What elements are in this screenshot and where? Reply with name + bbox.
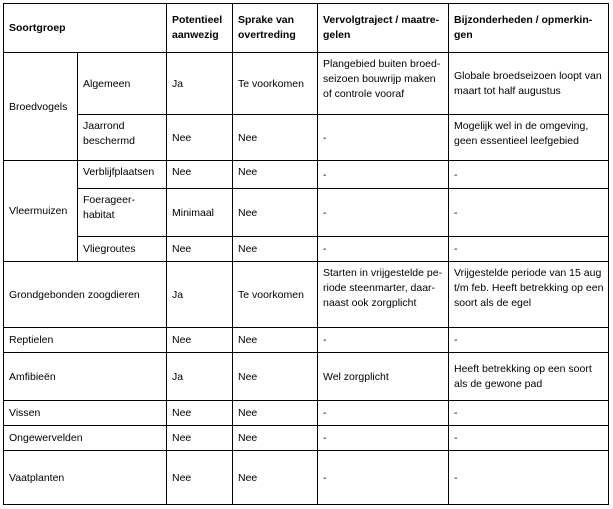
sub-cell: Jaarrond beschermd xyxy=(78,115,167,161)
header-row xyxy=(4,4,609,53)
table-row xyxy=(4,161,609,189)
vervolg-cell: - xyxy=(318,189,449,237)
pot-cell: Minimaal xyxy=(167,189,233,237)
bijzonder-cell: - xyxy=(449,451,609,505)
sprake-cell: Nee xyxy=(233,353,318,401)
vervolg-cell: Starten in vrijgestelde pe-riode steenmarter, daar-naast ook zorgplicht xyxy=(318,262,449,328)
sprake-cell: Nee xyxy=(233,401,318,426)
header-sprake: Sprake van overtreding xyxy=(233,4,318,53)
pot-cell: Nee xyxy=(167,161,233,189)
vervolg-cell: - xyxy=(318,426,449,451)
sub-cell: Verblijfplaatsen xyxy=(78,161,167,189)
table-row xyxy=(4,401,609,426)
pot-cell: Nee xyxy=(167,328,233,353)
vervolg-cell: Plangebied buiten broed-seizoen bouwrijp maken of controle vooraf xyxy=(318,53,449,115)
group-cell: Reptielen xyxy=(4,328,167,353)
bijzonder-cell: - xyxy=(449,237,609,262)
bijzonder-cell: - xyxy=(449,426,609,451)
bijzonder-cell: - xyxy=(449,189,609,237)
table-row xyxy=(4,115,609,161)
pot-cell: Nee xyxy=(167,237,233,262)
vervolg-cell: - xyxy=(318,115,449,161)
sprake-cell: Nee xyxy=(233,161,318,189)
vervolg-cell: - xyxy=(318,451,449,505)
pot-cell: Nee xyxy=(167,115,233,161)
pot-cell: Ja xyxy=(167,262,233,328)
bijzonder-cell: Vrijgestelde periode van 15 aug t/m feb. Heeft betrekking op een soort als de egel xyxy=(449,262,609,328)
sub-cell: Algemeen xyxy=(78,53,167,115)
header-soortgroep: Soortgroep xyxy=(4,4,167,53)
sprake-cell: Nee xyxy=(233,328,318,353)
sprake-cell: Nee xyxy=(233,451,318,505)
bijzonder-cell: Heeft betrekking op een soort als de gewone pad xyxy=(449,353,609,401)
table-row xyxy=(4,237,609,262)
sprake-cell: Te voorkomen xyxy=(233,262,318,328)
table-row xyxy=(4,189,609,237)
group-cell: Vaatplanten xyxy=(4,451,167,505)
bijzonder-cell: - xyxy=(449,161,609,189)
header-potentieel: Potentieel aanwezig xyxy=(167,4,233,53)
group-cell: Vissen xyxy=(4,401,167,426)
vervolg-cell: - xyxy=(318,161,449,189)
pot-cell: Nee xyxy=(167,451,233,505)
sprake-cell: Nee xyxy=(233,115,318,161)
table-row xyxy=(4,353,609,401)
pot-cell: Nee xyxy=(167,426,233,451)
sub-cell: Vliegroutes xyxy=(78,237,167,262)
bijzonder-cell: - xyxy=(449,328,609,353)
bijzonder-cell: - xyxy=(449,401,609,426)
sprake-cell: Te voorkomen xyxy=(233,53,318,115)
sprake-cell: Nee xyxy=(233,237,318,262)
vervolg-cell: - xyxy=(318,401,449,426)
table-row xyxy=(4,53,609,115)
bijzonder-cell: Globale broedseizoen loopt van maart tot half augustus xyxy=(449,53,609,115)
header-vervolg: Vervolgtraject / maatre-gelen xyxy=(318,4,449,53)
group-cell: Broedvogels xyxy=(4,53,78,161)
sprake-cell: Nee xyxy=(233,426,318,451)
table-row xyxy=(4,262,609,328)
group-cell: Ongewervelden xyxy=(4,426,167,451)
table-row xyxy=(4,451,609,505)
group-cell: Grondgebonden zoogdieren xyxy=(4,262,167,328)
vervolg-cell: - xyxy=(318,237,449,262)
sprake-cell: Nee xyxy=(233,189,318,237)
group-cell: Amfibieën xyxy=(4,353,167,401)
table-row xyxy=(4,426,609,451)
pot-cell: Nee xyxy=(167,401,233,426)
pot-cell: Ja xyxy=(167,353,233,401)
vervolg-cell: Wel zorgplicht xyxy=(318,353,449,401)
vervolg-cell: - xyxy=(318,328,449,353)
pot-cell: Ja xyxy=(167,53,233,115)
bijzonder-cell: Mogelijk wel in de omgeving, geen essentieel leefgebied xyxy=(449,115,609,161)
table-row xyxy=(4,328,609,353)
group-cell: Vleermuizen xyxy=(4,161,78,262)
species-table xyxy=(3,3,609,505)
sub-cell: Foerageer-habitat xyxy=(78,189,167,237)
header-bijzonder: Bijzonderheden / opmerkin-gen xyxy=(449,4,609,53)
